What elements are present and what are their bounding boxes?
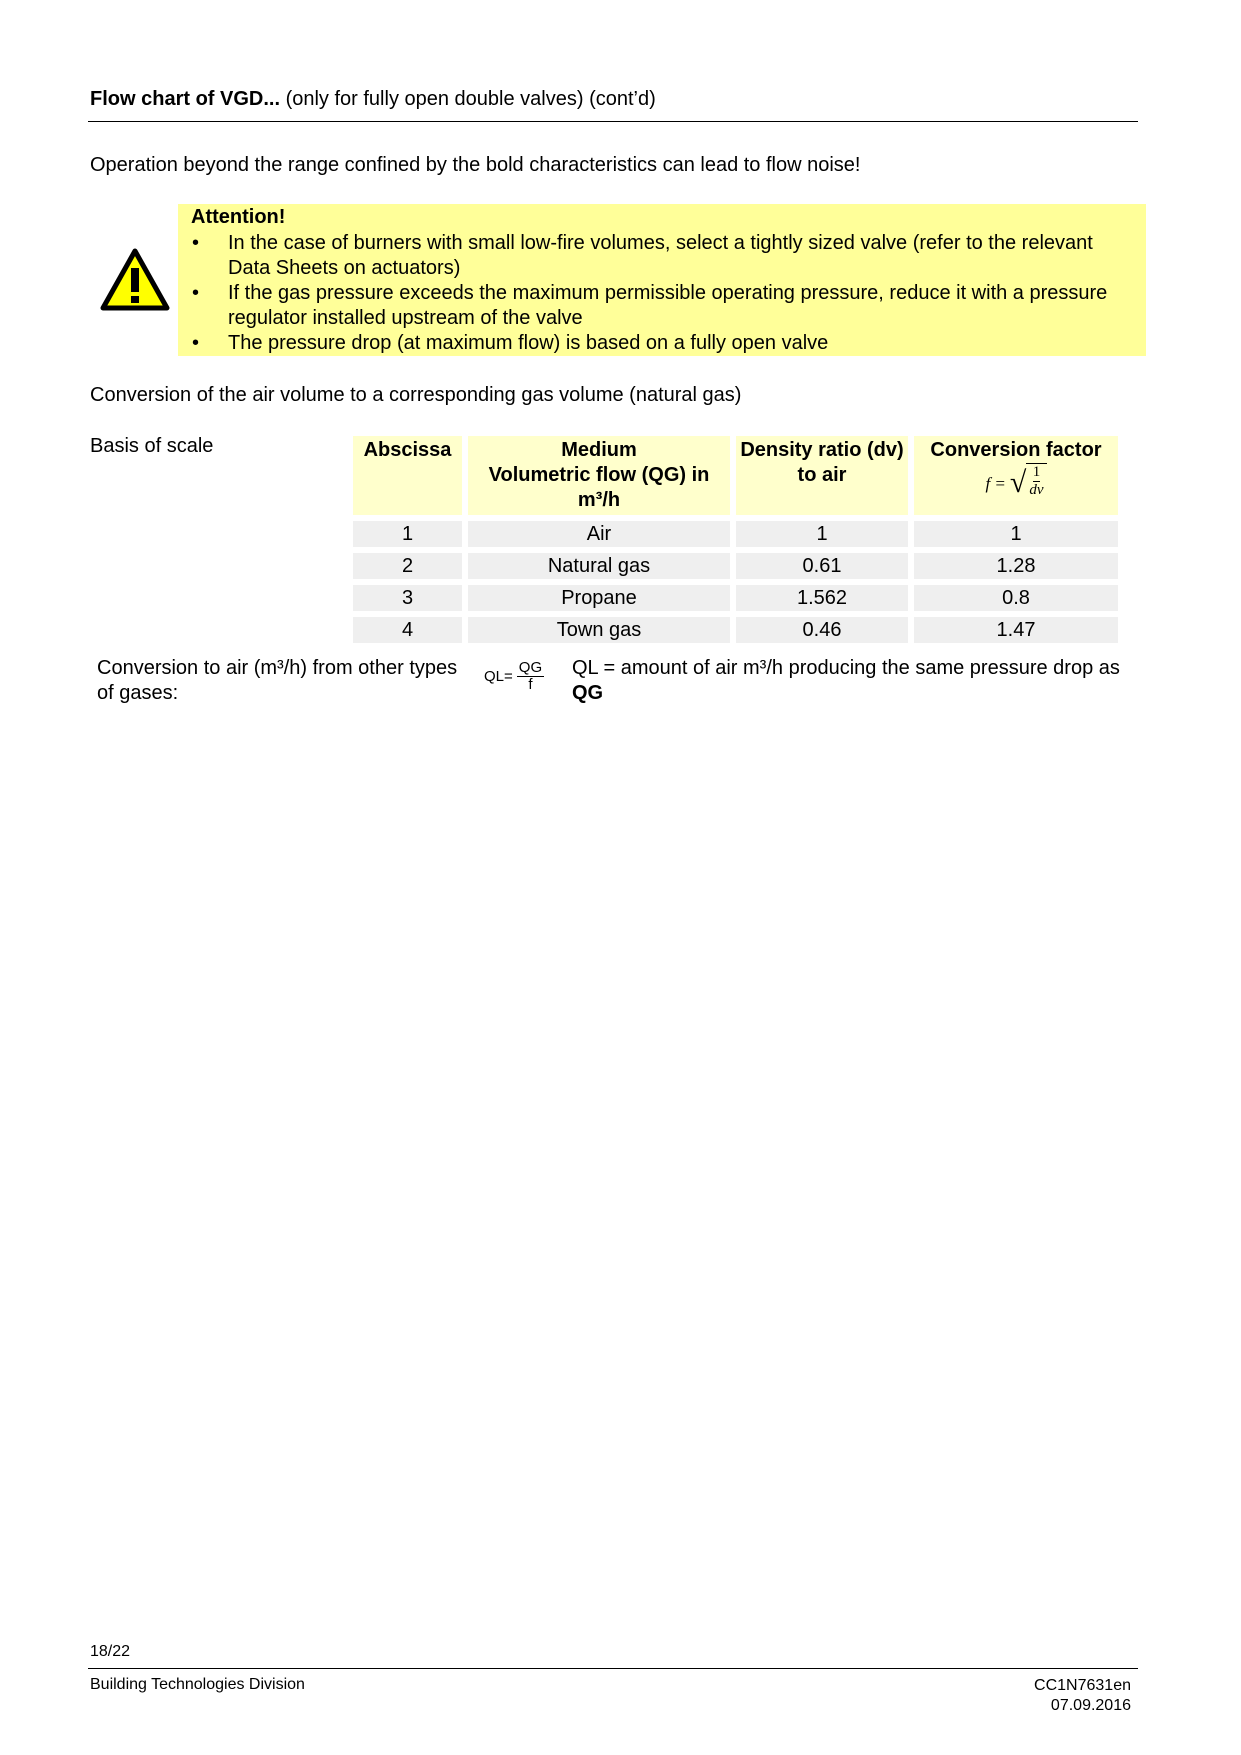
air-conversion-label: Conversion to air (m³/h) from other types of gases: (97, 657, 458, 704)
header-divider (88, 121, 1138, 122)
cell-abscissa: 2 (353, 553, 462, 579)
air-conversion-formula: QL= $\frac{QG}{f}$ (484, 659, 543, 693)
doc-id: CC1N7631en (1034, 1677, 1131, 1694)
cell-abscissa: 1 (353, 521, 462, 547)
attention-item: • If the gas pressure exceeds the maximum permissible operating pressure, reduce it with a pressure regulator installed upstream of the valve (192, 282, 1108, 329)
footer-divider (88, 1668, 1138, 1669)
page-number: 18/22 (90, 1643, 131, 1660)
header-abscissa: Abscissa (353, 436, 462, 515)
attention-list (178, 231, 1128, 356)
table-row (353, 553, 1118, 579)
header-conversion-factor: Conversion factor f = √ $\frac{1}{dv}$ (914, 436, 1118, 515)
cell-factor: 1.28 (914, 553, 1118, 579)
bullet: • (192, 282, 200, 304)
cell-density: 0.46 (736, 617, 908, 643)
cell-factor: 1.47 (914, 617, 1118, 643)
cell-medium: Natural gas (468, 553, 730, 579)
cell-medium: Town gas (468, 617, 730, 643)
attention-box (178, 204, 1146, 356)
attention-title: Attention! (191, 206, 286, 228)
bullet: • (192, 332, 200, 354)
doc-date: 07.09.2016 (1050, 1697, 1131, 1714)
conversion-formula: f = √ $\frac{1}{dv}$ (985, 463, 1046, 503)
page-title-rest: (only for fully open double valves) (cont’d) (280, 88, 656, 110)
page-title (90, 88, 656, 111)
attention-item: • The pressure drop (at maximum flow) is based on a fully open valve (192, 332, 829, 354)
cell-abscissa: 3 (353, 585, 462, 611)
bullet: • (192, 232, 200, 254)
cell-abscissa: 4 (353, 617, 462, 643)
table-row (353, 521, 1118, 547)
footer-division: Building Technologies Division (90, 1676, 305, 1693)
cell-density: 0.61 (736, 553, 908, 579)
attention-item: • In the case of burners with small low-fire volumes, select a tightly sized valve (refer to the relevant Data Sheets on actuators) (192, 232, 1093, 279)
intro-text: Operation beyond the range confined by the bold characteristics can lead to flow noise! (90, 154, 861, 176)
warning-triangle-icon (100, 248, 170, 312)
cell-density: 1.562 (736, 585, 908, 611)
cell-medium: Propane (468, 585, 730, 611)
table-header-row (353, 436, 1118, 515)
header-density-ratio: Density ratio (dv) to air (736, 436, 908, 515)
air-conversion-explanation: QL = amount of air m³/h producing the same pressure drop as QG (572, 657, 1120, 704)
cell-medium: Air (468, 521, 730, 547)
cell-factor: 0.8 (914, 585, 1118, 611)
basis-label: Basis of scale (90, 435, 214, 457)
conversion-heading: Conversion of the air volume to a corresponding gas volume (natural gas) (90, 384, 742, 406)
table-row (353, 617, 1118, 643)
cell-density: 1 (736, 521, 908, 547)
conversion-table (347, 430, 1124, 649)
footer-doc-info (1034, 1676, 1131, 1716)
table-row (353, 585, 1118, 611)
page-title-bold: Flow chart of VGD... (90, 88, 281, 110)
cell-factor: 1 (914, 521, 1118, 547)
header-medium: Medium Volumetric flow (QG) in m³/h (468, 436, 730, 515)
